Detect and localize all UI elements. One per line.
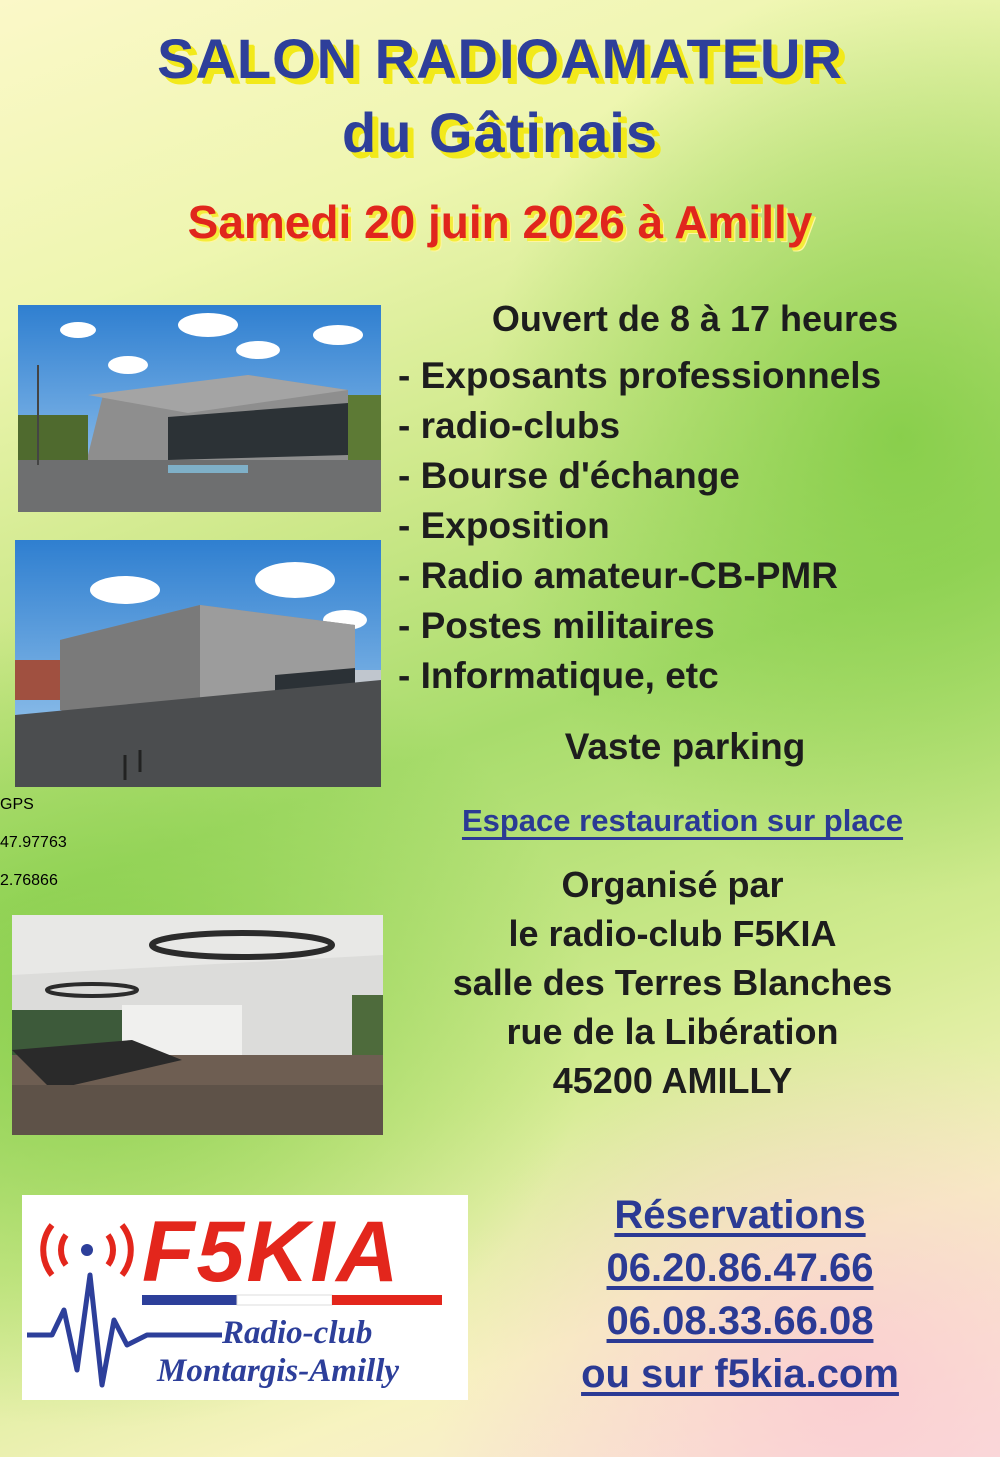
website-link[interactable]: ou sur f5kia.com: [581, 1352, 899, 1396]
feature-item: - radio-clubs: [398, 405, 621, 446]
feature-item: - Exposants professionnels: [398, 355, 882, 396]
logo-subtitle-1: Radio-club: [222, 1315, 373, 1351]
feature-item: - Exposition: [398, 505, 610, 546]
phone-link-1[interactable]: 06.20.86.47.66: [606, 1246, 874, 1290]
feature-item: - Postes militaires: [398, 605, 715, 646]
feature-item: - Bourse d'échange: [398, 455, 740, 496]
opening-hours: Ouvert de 8 à 17 heures: [491, 298, 899, 339]
restauration-info: Espace restauration sur place: [461, 803, 904, 838]
parking-info: Vaste parking: [564, 726, 806, 767]
gps-longitude: 2.76866: [0, 872, 58, 889]
organizer-line: Organisé par: [561, 864, 784, 905]
logo-subtitle-2: Montargis-Amilly: [157, 1353, 400, 1389]
venue-exterior-photo-1: [18, 305, 381, 512]
feature-list: [398, 354, 881, 704]
reservation-block: [540, 1190, 940, 1402]
reservation-heading: Réservations: [614, 1193, 866, 1237]
club-logo: [22, 1195, 468, 1400]
event-date: Samedi 20 juin 2026 à Amilly: [187, 196, 813, 248]
title-line1: SALON RADIOAMATEUR: [157, 27, 843, 90]
feature-item: - Informatique, etc: [398, 655, 719, 696]
organizer-line: rue de la Libération: [506, 1011, 839, 1052]
venue-interior-photo: [12, 915, 383, 1135]
phone-link-2[interactable]: 06.08.33.66.08: [606, 1299, 874, 1343]
organizer-line: le radio-club F5KIA: [508, 913, 837, 954]
logo-callsign: F5KIA: [142, 1204, 401, 1300]
gps-label: GPS: [0, 796, 34, 813]
gps-latitude: 47.97763: [0, 834, 67, 851]
organizer-line: salle des Terres Blanches: [452, 962, 893, 1003]
organizer-block: [385, 862, 960, 1107]
title-line2: du Gâtinais: [342, 101, 658, 164]
organizer-line: 45200 AMILLY: [552, 1060, 793, 1101]
feature-item: - Radio amateur-CB-PMR: [398, 555, 838, 596]
venue-exterior-photo-2: [15, 540, 381, 787]
